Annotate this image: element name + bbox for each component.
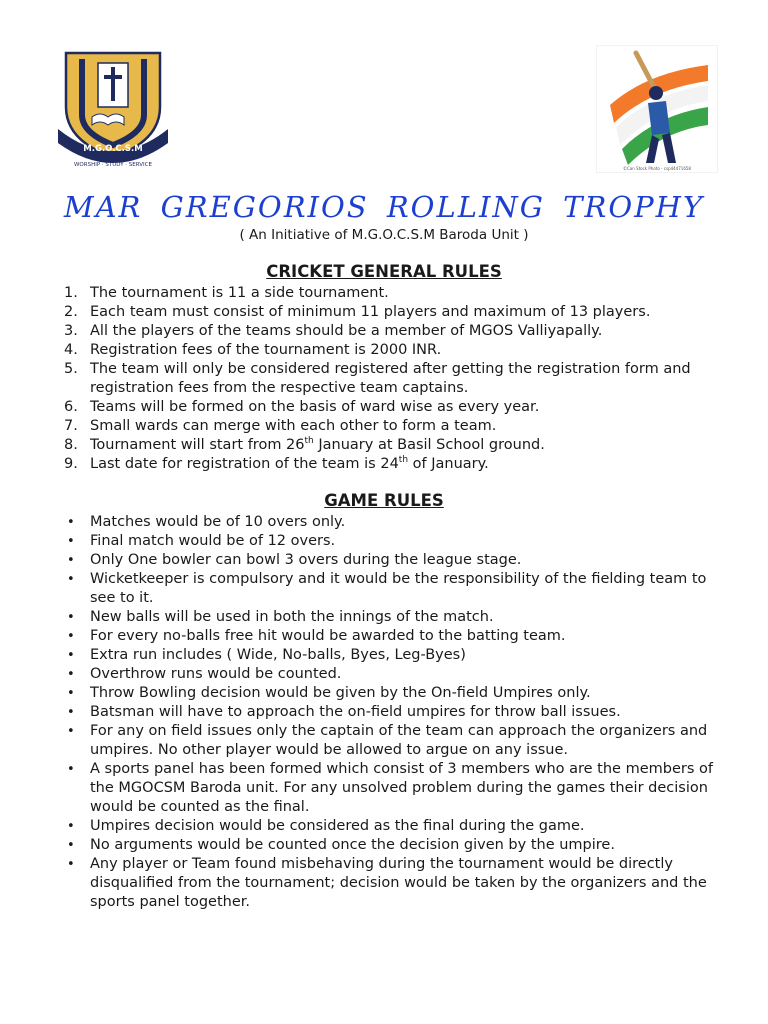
- game-rules-heading: GAME RULES: [324, 491, 444, 510]
- item-text-start: Tournament will start from 26: [90, 437, 305, 453]
- item-text: No arguments would be counted once the decision given by the umpire.: [90, 837, 615, 853]
- item-text-end: January at Basil School ground.: [313, 437, 545, 453]
- list-item: [0, 551, 768, 570]
- item-number: 5.: [64, 361, 78, 377]
- bullet: •: [67, 705, 75, 720]
- item-text: For every no-balls free hit would be awarded to the batting team.: [90, 628, 566, 644]
- list-item: [0, 284, 768, 303]
- bullet: •: [67, 724, 75, 739]
- general-rules-list: [0, 284, 768, 474]
- item-text: Each team must consist of minimum 11 players and maximum of 13 players.: [90, 304, 651, 320]
- list-item: [0, 455, 768, 474]
- item-text: The tournament is 11 a side tournament.: [90, 285, 389, 301]
- bullet: •: [67, 857, 75, 872]
- logo-text: M.G.O.C.S.M: [83, 144, 143, 154]
- list-item: [0, 303, 768, 322]
- ordinal-suffix: th: [398, 455, 409, 466]
- item-text: For any on field issues only the captain of the team can approach the organizers and umpires. No other player would be allowed to argue on any issue.: [90, 723, 708, 758]
- item-text: Throw Bowling decision would be given by the On-field Umpires only.: [90, 685, 591, 701]
- page-subtitle: ( An Initiative of M.G.O.C.S.M Baroda Unit ): [239, 227, 529, 243]
- list-item: [0, 417, 768, 436]
- list-item: [0, 398, 768, 417]
- bullet: •: [67, 819, 75, 834]
- bullet: •: [67, 515, 75, 530]
- item-text: A sports panel has been formed which consist of 3 members who are the members of the MGOCSM Baroda unit. For any unsolved problem during the games their decision would be counted as the final.: [90, 761, 713, 815]
- bullet: •: [67, 572, 75, 587]
- item-text: Extra run includes ( Wide, No-balls, Byes, Leg-Byes): [90, 647, 466, 663]
- list-item: [0, 665, 768, 684]
- list-item: [0, 836, 768, 855]
- item-text: Registration fees of the tournament is 2000 INR.: [90, 342, 442, 358]
- list-item: [0, 532, 768, 551]
- item-text: All the players of the teams should be a member of MGOS Valliyapally.: [90, 323, 603, 339]
- mgocsm-logo: [52, 45, 174, 170]
- list-item: [0, 570, 768, 608]
- bullet: •: [67, 686, 75, 701]
- bullet: •: [67, 553, 75, 568]
- item-text: Final match would be of 12 overs.: [90, 533, 336, 549]
- item-number: 9.: [64, 456, 78, 472]
- item-text-start: Last date for registration of the team is 24: [90, 456, 399, 472]
- list-item: [0, 646, 768, 665]
- bullet: •: [67, 610, 75, 625]
- list-item: [0, 722, 768, 760]
- list-item: [0, 322, 768, 341]
- logo-motto: WORSHIP · STUDY · SERVICE: [73, 162, 153, 168]
- item-text: Any player or Team found misbehaving during the tournament would be directly disqualified from the tournament; decision would be taken by the organizers and the sports panel together.: [90, 856, 707, 910]
- bullet: •: [67, 629, 75, 644]
- item-text: Umpires decision would be considered as the final during the game.: [90, 818, 585, 834]
- item-number: 2.: [64, 304, 78, 320]
- item-text: Small wards can merge with each other to form a team.: [90, 418, 497, 434]
- item-text: The team will only be considered registered after getting the registration form and registration fees from the respective team captains.: [90, 361, 691, 396]
- item-text-end: of January.: [408, 456, 489, 472]
- cricket-player-illustration: [596, 45, 718, 173]
- bullet: •: [67, 762, 75, 777]
- list-item: [0, 341, 768, 360]
- list-item: [0, 360, 768, 398]
- list-item: [0, 855, 768, 912]
- item-number: 1.: [64, 285, 78, 301]
- item-number: 7.: [64, 418, 78, 434]
- item-text: Batsman will have to approach the on-field umpires for throw ball issues.: [90, 704, 621, 720]
- list-item: [0, 627, 768, 646]
- list-item: [0, 703, 768, 722]
- item-number: 4.: [64, 342, 78, 358]
- item-number: 8.: [64, 437, 78, 453]
- stock-caption: ©Can Stock Photo - csp44471658: [623, 166, 691, 171]
- item-text: Only One bowler can bowl 3 overs during the league stage.: [90, 552, 522, 568]
- bullet: •: [67, 838, 75, 853]
- list-item: [0, 513, 768, 532]
- bullet: •: [67, 667, 75, 682]
- item-text: Wicketkeeper is compulsory and it would be the responsibility of the fielding team to see to it.: [90, 571, 707, 606]
- list-item: [0, 436, 768, 455]
- bullet: •: [67, 534, 75, 549]
- item-text: Matches would be of 10 overs only.: [90, 514, 346, 530]
- list-item: [0, 608, 768, 627]
- general-rules-heading: CRICKET GENERAL RULES: [266, 262, 502, 281]
- page-title: MAR GREGORIOS ROLLING TROPHY: [63, 190, 705, 224]
- list-item: [0, 760, 768, 817]
- item-text: New balls will be used in both the innings of the match.: [90, 609, 494, 625]
- ordinal-suffix: th: [304, 436, 314, 447]
- item-number: 6.: [64, 399, 78, 415]
- bullet: •: [67, 648, 75, 663]
- item-number: 3.: [64, 323, 78, 339]
- item-text: Teams will be formed on the basis of ward wise as every year.: [90, 399, 540, 415]
- list-item: [0, 684, 768, 703]
- item-text: Overthrow runs would be counted.: [90, 666, 342, 682]
- list-item: [0, 817, 768, 836]
- game-rules-list: [0, 513, 768, 912]
